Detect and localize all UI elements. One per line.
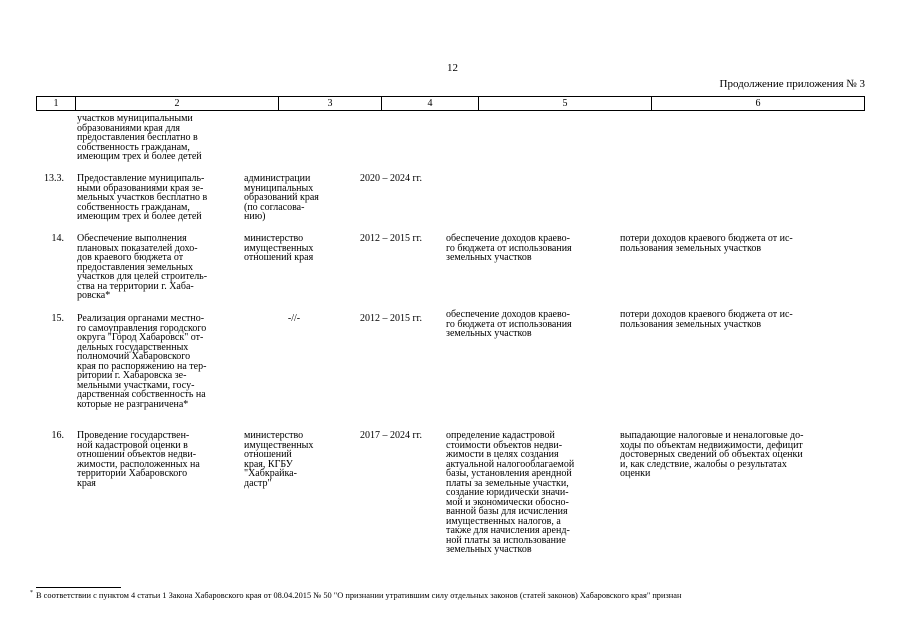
row-measure: Реализация органами местно- го самоуправления городского округа "Город Хабаровск" от- дельных государственных полномочий Хабаровского края по распоряжению на тер- ритории г. Хабаровска зе- мельными участками, госу- дарственная собственность на которые не разграничена*	[77, 313, 207, 410]
row-period: 2012 – 2015 гг.	[359, 313, 423, 324]
row-executor: -//-	[287, 313, 301, 324]
footnote-text: В соответствии с пунктом 4 статьи 1 Закона Хабаровского края от 08.04.2015 № 50 "О признании утратившим силу отдельных законов (статей законов) Хабаровского края" признан	[36, 590, 682, 600]
column-header-2: 2	[76, 97, 279, 110]
column-header-5: 5	[479, 97, 652, 110]
row-number: 15.	[51, 313, 64, 324]
row-consequence: выпадающие налоговые и неналоговые до- ходы по объектам недвижимости, дефицит достоверных сведений об объектах оценки и, как следствие, жалобы о результатах оценки	[620, 430, 804, 479]
appendix-continuation-note: Продолжение приложения № 3	[719, 78, 865, 90]
row-result: обеспечение доходов краево- го бюджета от использования земельных участков	[446, 233, 572, 263]
row-period: 2020 – 2024 гг.	[359, 173, 423, 184]
row-consequence: потери доходов краевого бюджета от ис- пользования земельных участков	[620, 309, 793, 330]
row-period: 2017 – 2024 гг.	[359, 430, 423, 441]
row-executor: администрации муниципальных образований края (по согласова- нию)	[244, 173, 319, 222]
footnote	[30, 590, 681, 600]
table-header-row	[36, 96, 865, 111]
row-number: 14.	[51, 233, 64, 244]
row-result: обеспечение доходов краево- го бюджета от использования земельных участков	[446, 309, 572, 339]
column-header-1: 1	[37, 97, 76, 110]
row-number: 16.	[51, 430, 64, 441]
footnote-separator	[36, 587, 121, 588]
row-period: 2012 – 2015 гг.	[359, 233, 423, 244]
row-measure: Предоставление муниципаль- ными образованиями края зе- мельных участков бесплатно в собственность гражданам, имеющим трех и более детей	[77, 173, 208, 222]
row-number: 13.3.	[44, 173, 64, 184]
column-header-6: 6	[755, 98, 761, 109]
page-number: 12	[447, 62, 458, 74]
row-consequence: потери доходов краевого бюджета от ис- пользования земельных участков	[620, 233, 793, 254]
row-executor: министерство имущественных отношений края, КГБУ "Хабкрайка- дастр"	[244, 430, 314, 489]
footnote-marker: *	[30, 590, 33, 596]
row-measure: Проведение государствен- ной кадастровой оценки в отношении объектов недви- жимости, расположенных на территории Хабаровского края	[77, 430, 200, 489]
row-measure: участков муниципальными образованиями края для предоставления бесплатно в собственность гражданам, имеющим трех и более детей	[77, 113, 202, 162]
row-executor: министерство имущественных отношений края	[244, 233, 314, 263]
row-measure: Обеспечение выполнения плановых показателей дохо- дов краевого бюджета от предоставления земельных участков для целей строитель- ства на территории г. Хаба- ровска*	[77, 233, 208, 301]
column-header-3: 3	[279, 97, 382, 110]
column-header-4: 4	[382, 97, 479, 110]
row-result: определение кадастровой стоимости объектов недви- жимости в целях создания актуальной налогооблагаемой базы, установления арендной платы за земельные участки, создание юридически значи- мой и экономически обосно- ванной базы для исчисления имущественных налогов, а также для начисления аренд- ной платы за использование земельных участков	[446, 430, 575, 555]
